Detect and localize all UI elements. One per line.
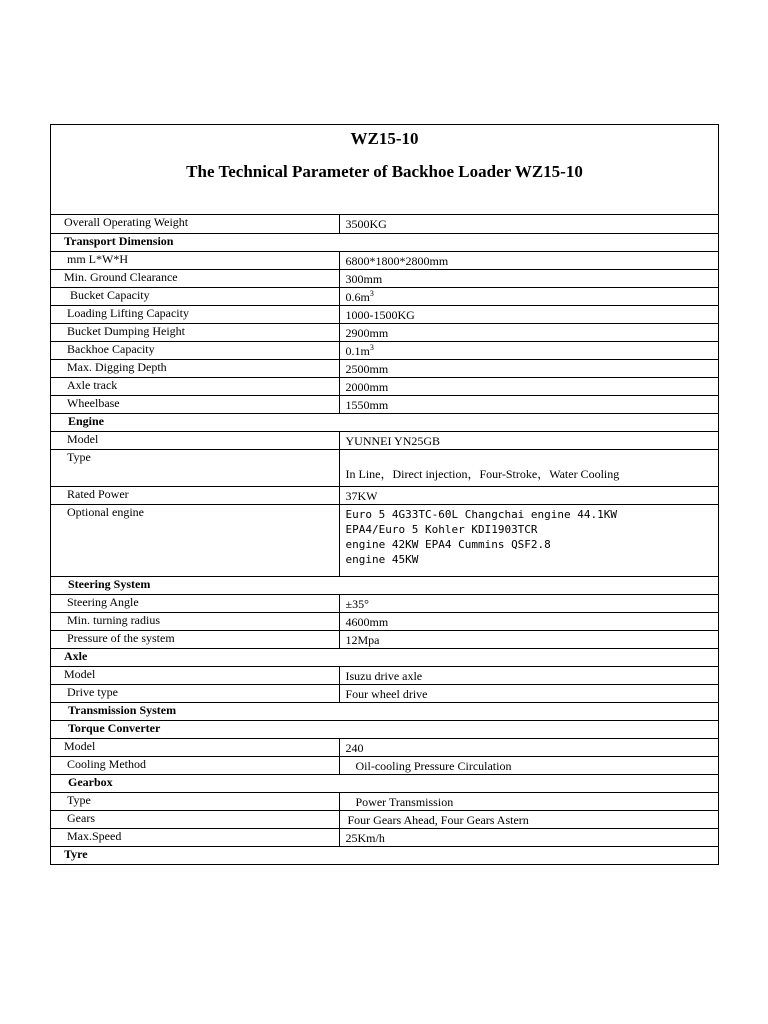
parameter-value: 4600mm — [345, 614, 389, 629]
parameter-value-cell — [339, 323, 718, 341]
parameter-value-cell — [339, 756, 718, 774]
section-heading: Engine — [68, 413, 105, 428]
parameter-name: Axle track — [67, 377, 118, 392]
parameter-name-cell — [51, 666, 339, 684]
table-row — [51, 810, 718, 828]
spec-sheet — [50, 124, 719, 865]
parameter-value: Euro 5 4G33TC-60L Changchai engine 44.1KW EPA4/Euro 5 Kohler KDI1903TCR engine 42KW EPA4 Cummins QSF2.8 engine 45KW — [345, 507, 618, 566]
table-row — [51, 630, 718, 648]
table-row — [51, 269, 718, 287]
parameter-name: Steering Angle — [67, 594, 139, 609]
parameter-name-cell — [51, 449, 339, 486]
parameter-name-cell — [51, 431, 339, 449]
table-row — [51, 323, 718, 341]
parameter-value-cell — [339, 684, 718, 702]
parameter-name: Backhoe Capacity — [67, 341, 155, 356]
parameter-value: 2000mm — [345, 379, 389, 394]
table-row — [51, 377, 718, 395]
parameter-name-cell — [51, 630, 339, 648]
parameter-value: 0.6m — [345, 289, 370, 304]
parameter-value: 25Km/h — [345, 830, 385, 845]
parameter-value-cell — [339, 377, 718, 395]
parameter-name: Cooling Method — [67, 756, 147, 771]
parameter-value-cell — [339, 738, 718, 756]
table-row — [51, 612, 718, 630]
parameter-value-cell — [339, 594, 718, 612]
parameter-value-cell — [339, 630, 718, 648]
table-row — [51, 684, 718, 702]
document-subtitle: The Technical Parameter of Backhoe Loader WZ15-10 — [186, 162, 583, 181]
document-title: WZ15-10 — [350, 129, 419, 148]
parameter-value: Four wheel drive — [345, 686, 428, 701]
parameter-value-cell — [339, 828, 718, 846]
table-row — [51, 486, 718, 504]
parameter-name: Gears — [67, 810, 95, 825]
table-row — [51, 828, 718, 846]
parameter-value-cell — [339, 504, 718, 576]
parameter-value: 3500KG — [345, 217, 387, 231]
table-row — [51, 666, 718, 684]
section-cell — [51, 648, 718, 666]
parameter-name: Optional engine — [67, 504, 144, 519]
section-cell — [51, 413, 718, 431]
parameter-value: 300mm — [345, 271, 383, 286]
section-heading: Tyre — [64, 846, 88, 861]
section-cell — [51, 720, 718, 738]
unit-superscript: 3 — [369, 342, 374, 352]
section-cell — [51, 774, 718, 792]
table-row — [51, 251, 718, 269]
parameter-value: Oil-cooling Pressure Circulation — [355, 758, 512, 773]
parameter-name-cell — [51, 594, 339, 612]
parameter-value: In Line，Direct injection，Four-Stroke，Water Cooling — [345, 466, 620, 481]
parameter-name-cell — [51, 377, 339, 395]
parameter-value: Isuzu drive axle — [345, 668, 423, 683]
parameter-name-cell — [51, 738, 339, 756]
parameter-name: Pressure of the system — [67, 630, 175, 645]
parameter-name: Model — [67, 431, 99, 446]
table-row — [51, 305, 718, 323]
parameter-value-cell — [339, 215, 718, 233]
parameter-table — [51, 215, 718, 864]
table-row — [51, 594, 718, 612]
parameter-value: 240 — [345, 740, 364, 755]
parameter-value-cell — [339, 612, 718, 630]
table-row — [51, 359, 718, 377]
parameter-name-cell — [51, 828, 339, 846]
parameter-value-cell — [339, 486, 718, 504]
parameter-name: Max. Digging Depth — [67, 359, 167, 374]
section-row — [51, 233, 718, 251]
parameter-value-cell — [339, 449, 718, 486]
table-row — [51, 341, 718, 359]
parameter-name: Min. Ground Clearance — [64, 269, 178, 284]
parameter-name-cell — [51, 215, 339, 233]
parameter-value-cell — [339, 251, 718, 269]
section-heading: Transmission System — [68, 702, 177, 717]
parameter-value: 1550mm — [345, 397, 389, 412]
parameter-value-wrap — [340, 342, 719, 359]
section-row — [51, 774, 718, 792]
parameter-value: ±35° — [345, 596, 369, 611]
parameter-value-cell — [339, 269, 718, 287]
table-row — [51, 756, 718, 774]
parameter-name: Overall Operating Weight — [64, 215, 189, 229]
section-cell — [51, 233, 718, 251]
parameter-name-cell — [51, 792, 339, 810]
parameter-name-cell — [51, 504, 339, 576]
parameter-name: Loading Lifting Capacity — [67, 305, 189, 320]
parameter-value-wrap — [340, 288, 719, 305]
parameter-name-cell — [51, 269, 339, 287]
parameter-name-cell — [51, 612, 339, 630]
parameter-value-cell — [339, 431, 718, 449]
section-row — [51, 413, 718, 431]
parameter-name-cell — [51, 486, 339, 504]
table-row — [51, 792, 718, 810]
table-row — [51, 504, 718, 576]
section-row — [51, 576, 718, 594]
table-row — [51, 287, 718, 305]
table-row — [51, 395, 718, 413]
table-row — [51, 431, 718, 449]
parameter-value: Power Transmission — [355, 794, 454, 809]
parameter-value-cell — [339, 810, 718, 828]
parameter-value-cell — [339, 792, 718, 810]
parameter-name-cell — [51, 359, 339, 377]
parameter-name: Bucket Dumping Height — [67, 323, 185, 338]
section-row — [51, 846, 718, 864]
parameter-name: Wheelbase — [67, 395, 120, 410]
parameter-name: Model — [64, 666, 96, 681]
parameter-name-cell — [51, 323, 339, 341]
parameter-value: 6800*1800*2800mm — [345, 253, 449, 268]
table-row — [51, 215, 718, 233]
parameter-name: Type — [67, 792, 91, 807]
parameter-name: Max.Speed — [67, 828, 122, 843]
section-heading: Gearbox — [68, 774, 113, 789]
section-row — [51, 720, 718, 738]
section-heading: Transport Dimension — [64, 233, 174, 248]
section-row — [51, 702, 718, 720]
parameter-value-cell — [339, 359, 718, 377]
parameter-name-cell — [51, 810, 339, 828]
parameter-name: Drive type — [67, 684, 118, 699]
parameter-value-cell — [339, 395, 718, 413]
sheet-header — [51, 125, 718, 215]
parameter-name-cell — [51, 395, 339, 413]
parameter-name-cell — [51, 251, 339, 269]
parameter-name-cell — [51, 684, 339, 702]
parameter-value-cell — [339, 287, 718, 305]
section-row — [51, 648, 718, 666]
parameter-name-cell — [51, 756, 339, 774]
parameter-value: 0.1m — [345, 343, 370, 358]
parameter-name: mm L*W*H — [67, 251, 128, 266]
parameter-value: YUNNEI YN25GB — [345, 433, 441, 448]
parameter-value: 1000-1500KG — [345, 307, 415, 322]
section-heading: Torque Converter — [68, 720, 161, 735]
parameter-value: Four Gears Ahead, Four Gears Astern — [347, 812, 529, 827]
parameter-name-cell — [51, 287, 339, 305]
parameter-name: Min. turning radius — [67, 612, 160, 627]
parameter-name-cell — [51, 341, 339, 359]
parameter-name: Rated Power — [67, 486, 129, 501]
section-heading: Axle — [64, 648, 88, 663]
section-cell — [51, 702, 718, 720]
parameter-name: Bucket Capacity — [70, 287, 150, 302]
parameter-value: 37KW — [345, 488, 378, 503]
unit-superscript: 3 — [369, 288, 374, 298]
section-cell — [51, 576, 718, 594]
table-row — [51, 449, 718, 486]
parameter-name: Model — [64, 738, 96, 753]
parameter-name-cell — [51, 305, 339, 323]
parameter-value: 2900mm — [345, 325, 389, 340]
parameter-name: Type — [67, 449, 91, 464]
parameter-value-cell — [339, 305, 718, 323]
parameter-value: 2500mm — [345, 361, 389, 376]
section-cell — [51, 846, 718, 864]
table-row — [51, 738, 718, 756]
section-heading: Steering System — [68, 576, 151, 591]
parameter-value-cell — [339, 341, 718, 359]
parameter-value: 12Mpa — [345, 632, 380, 647]
parameter-value-cell — [339, 666, 718, 684]
